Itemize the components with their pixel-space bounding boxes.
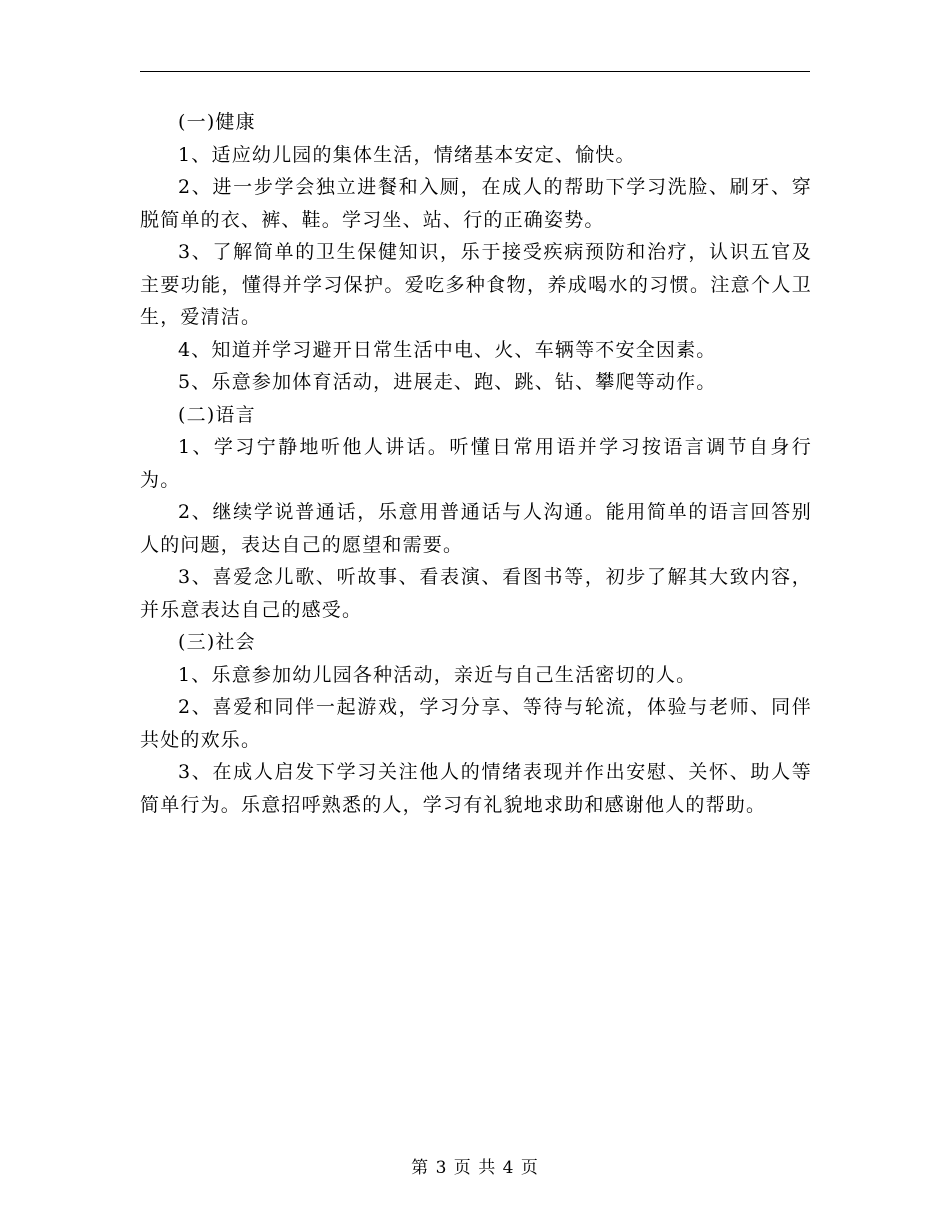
page-number-footer: 第 3 页 共 4 页 xyxy=(411,1158,539,1178)
paragraph-society-2: 2、喜爱和同伴一起游戏，学习分享、等待与轮流，体验与老师、同伴共处的欢乐。 xyxy=(140,696,812,751)
paragraph-language-1: 1、学习宁静地听他人讲话。听懂日常用语并学习按语言调节自身行为。 xyxy=(140,436,812,491)
section-heading-health: (一)健康 xyxy=(178,111,256,133)
paragraph-language-3: 3、喜爱念儿歌、听故事、看表演、看图书等，初步了解其大致内容，并乐意表达自己的感受。 xyxy=(140,566,812,621)
section-heading-society: (三)社会 xyxy=(178,631,256,653)
document-body xyxy=(140,106,812,821)
paragraph-health-2: 2、进一步学会独立进餐和入厕，在成人的帮助下学习洗脸、刷牙、穿脱简单的衣、裤、鞋。学习坐、站、行的正确姿势。 xyxy=(140,176,812,231)
paragraph-health-4: 4、知道并学习避开日常生活中电、火、车辆等不安全因素。 xyxy=(178,338,717,361)
paragraph-society-3: 3、在成人启发下学习关注他人的情绪表现并作出安慰、关怀、助人等简单行为。乐意招呼熟悉的人，学习有礼貌地求助和感谢他人的帮助。 xyxy=(140,761,812,816)
paragraph-language-2: 2、继续学说普通话，乐意用普通话与人沟通。能用简单的语言回答别人的问题，表达自己的愿望和需要。 xyxy=(140,501,812,556)
paragraph-health-3 xyxy=(140,236,812,334)
paragraph-health-1: 1、适应幼儿园的集体生活，情绪基本安定、愉快。 xyxy=(178,143,636,166)
paragraph-society-1: 1、乐意参加幼儿园各种活动，亲近与自己生活密切的人。 xyxy=(178,663,697,686)
paragraph-health-3-text: 3、了解简单的卫生保健知识，乐于接受疾病预防和治疗，认识五官及主要功能，懂得并学习保护。爱吃多种食物，养成喝水的习惯。注意个人卫生，爱清洁。 xyxy=(140,241,812,328)
paragraph-health-5: 5、乐意参加体育活动，进展走、跑、跳、钻、攀爬等动作。 xyxy=(178,371,717,393)
header-rule xyxy=(140,71,810,72)
section-heading-language: (二)语言 xyxy=(178,403,256,426)
